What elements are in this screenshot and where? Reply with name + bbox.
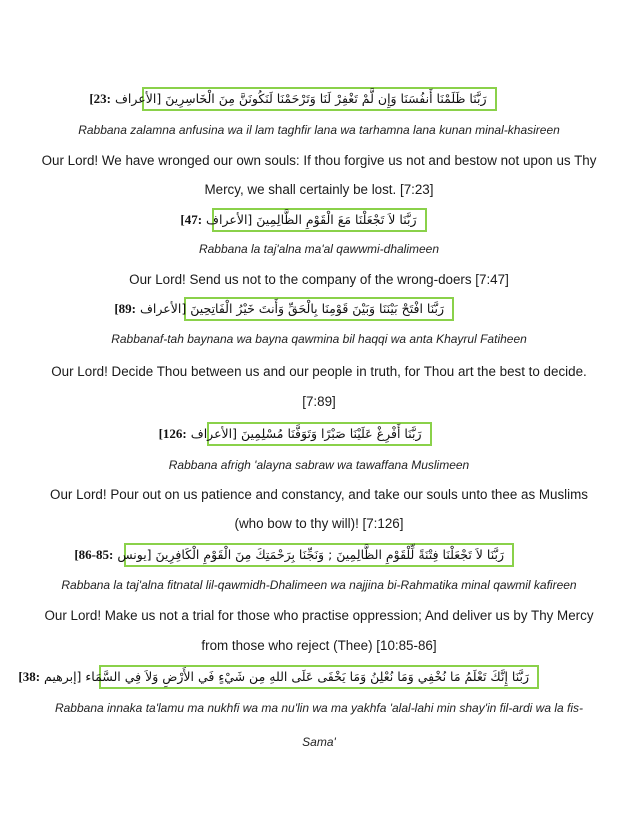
verse-4-translation-line-1: Our Lord! Pour out on us patience and constancy, and take our souls unto thee as Muslims xyxy=(50,487,588,502)
verse-4-transliteration: Rabbana afrigh 'alayna sabraw wa tawaffana Muslimeen xyxy=(168,458,470,472)
verse-2-arabic-box xyxy=(180,208,427,232)
verse-6-arabic-ref: [38: xyxy=(18,669,41,684)
verse-5-transliteration: Rabbana la taj'alna fitnatal lil-qawmidh-Dhalimeen wa najjina bi-Rahmatika minal qawmil kafireen xyxy=(61,578,577,592)
verse-3-arabic-ref: [89: xyxy=(114,301,136,316)
verse-4-translation-line-2: (who bow to thy will)! [7:126] xyxy=(234,516,404,531)
verse-3-arabic-box xyxy=(114,297,454,321)
verse-6-arabic-row xyxy=(0,665,638,689)
verse-5-arabic-row xyxy=(0,543,638,567)
verse-1-arabic-box xyxy=(89,87,497,111)
verse-4-arabic-text: رَبَّنَا أَفْرِغْ عَلَيْنَا صَبْرًا وَتَوَفَّنَا مُسْلِمِينَ [الأعراف xyxy=(190,426,422,441)
verse-1-arabic-ref: [23: xyxy=(89,91,111,106)
verse-1-arabic-row xyxy=(0,87,638,111)
verse-1-transliteration: Rabbana zalamna anfusina wa il lam taghfir lana wa tarhamna lana kunan minal-khasireen xyxy=(78,123,560,137)
verse-1-translation-line-2: Mercy, we shall certainly be lost. [7:23] xyxy=(204,182,434,197)
verse-2-arabic-text: رَبَّنَا لاَ تَجْعَلْنَا مَعَ الْقَوْمِ الظَّالِمِينَ [الأعراف xyxy=(206,212,417,227)
verse-6-arabic-text: رَبَّنَا إِنَّكَ تَعْلَمُ مَا نُخْفِي وَمَا نُعْلِنُ وَمَا يَخْفَى عَلَى اللهِ مِن شَيْءٍ فَي الأَرْضِ وَلاَ فِي السَّمَاء [إبرهيم xyxy=(44,669,529,684)
verse-6-transliteration: Rabbana innaka ta'lamu ma nukhfi wa ma nu'lin wa ma yakhfa 'alal-lahi min shay'in fil-ardi wa la fis- xyxy=(54,701,584,715)
verse-3-arabic-text: رَبَّنَا افْتَحْ بَيْنَنَا وَبَيْنَ قَوْمِنَا بِالْحَقِّ وَأَنتَ خَيْرُ الْفَاتِحِينَ [الأعراف xyxy=(139,301,444,316)
verse-4-arabic-row xyxy=(0,422,638,446)
verse-5-translation-line-2: from those who reject (Thee) [10:85-86] xyxy=(201,638,437,653)
verse-2-arabic-ref: [47: xyxy=(180,212,203,227)
verse-3-arabic-row xyxy=(0,297,638,321)
verse-2-transliteration: Rabbana la taj'alna ma'al qawwmi-dhalimeen xyxy=(198,242,440,256)
verse-1-arabic-text: رَبَّنَا ظَلَمْنَا أَنفُسَنَا وَإِن لَّمْ تَغْفِرْ لَنَا وَتَرْحَمْنَا لَنَكُونَنَّ مِنَ الْخَاسِرِينَ [الأعراف xyxy=(114,91,487,106)
verse-4-arabic-box xyxy=(158,422,432,446)
verse-5-arabic-ref: [86-85: xyxy=(74,547,114,562)
verse-1-translation-line-1: Our Lord! We have wronged our own souls: If thou forgive us not and bestow not upon us Thy xyxy=(41,153,597,168)
verse-3-transliteration: Rabbanaf-tah baynana wa bayna qawmina bil haqqi wa anta Khayrul Fatiheen xyxy=(111,332,527,346)
verse-2-translation-line-1: Our Lord! Send us not to the company of the wrong-doers [7:47] xyxy=(129,272,509,287)
verse-5-arabic-text: رَبَّنَا لاَ تَجْعَلْنَا فِتْنَةً لِّلْقَوْمِ الظَّالِمِينَ ; وَنَجِّنَا بِرَحْمَتِكَ مِنَ الْقَوْمِ الْكَافِرِينَ [يونس xyxy=(117,547,504,562)
verse-4-arabic-ref: [126: xyxy=(158,426,187,441)
verse-5-translation-line-1: Our Lord! Make us not a trial for those who practise oppression; And deliver us by Thy Mercy xyxy=(44,608,594,623)
verse-2-arabic-row xyxy=(0,208,638,232)
verse-5-arabic-box xyxy=(74,543,514,567)
verse-3-translation-line-2: [7:89] xyxy=(302,394,336,409)
verse-6-transliteration-cont: Sama' xyxy=(302,735,336,749)
verse-3-translation-line-1: Our Lord! Decide Thou between us and our people in truth, for Thou art the best to decide. xyxy=(51,364,587,379)
verse-6-arabic-box xyxy=(18,665,539,689)
